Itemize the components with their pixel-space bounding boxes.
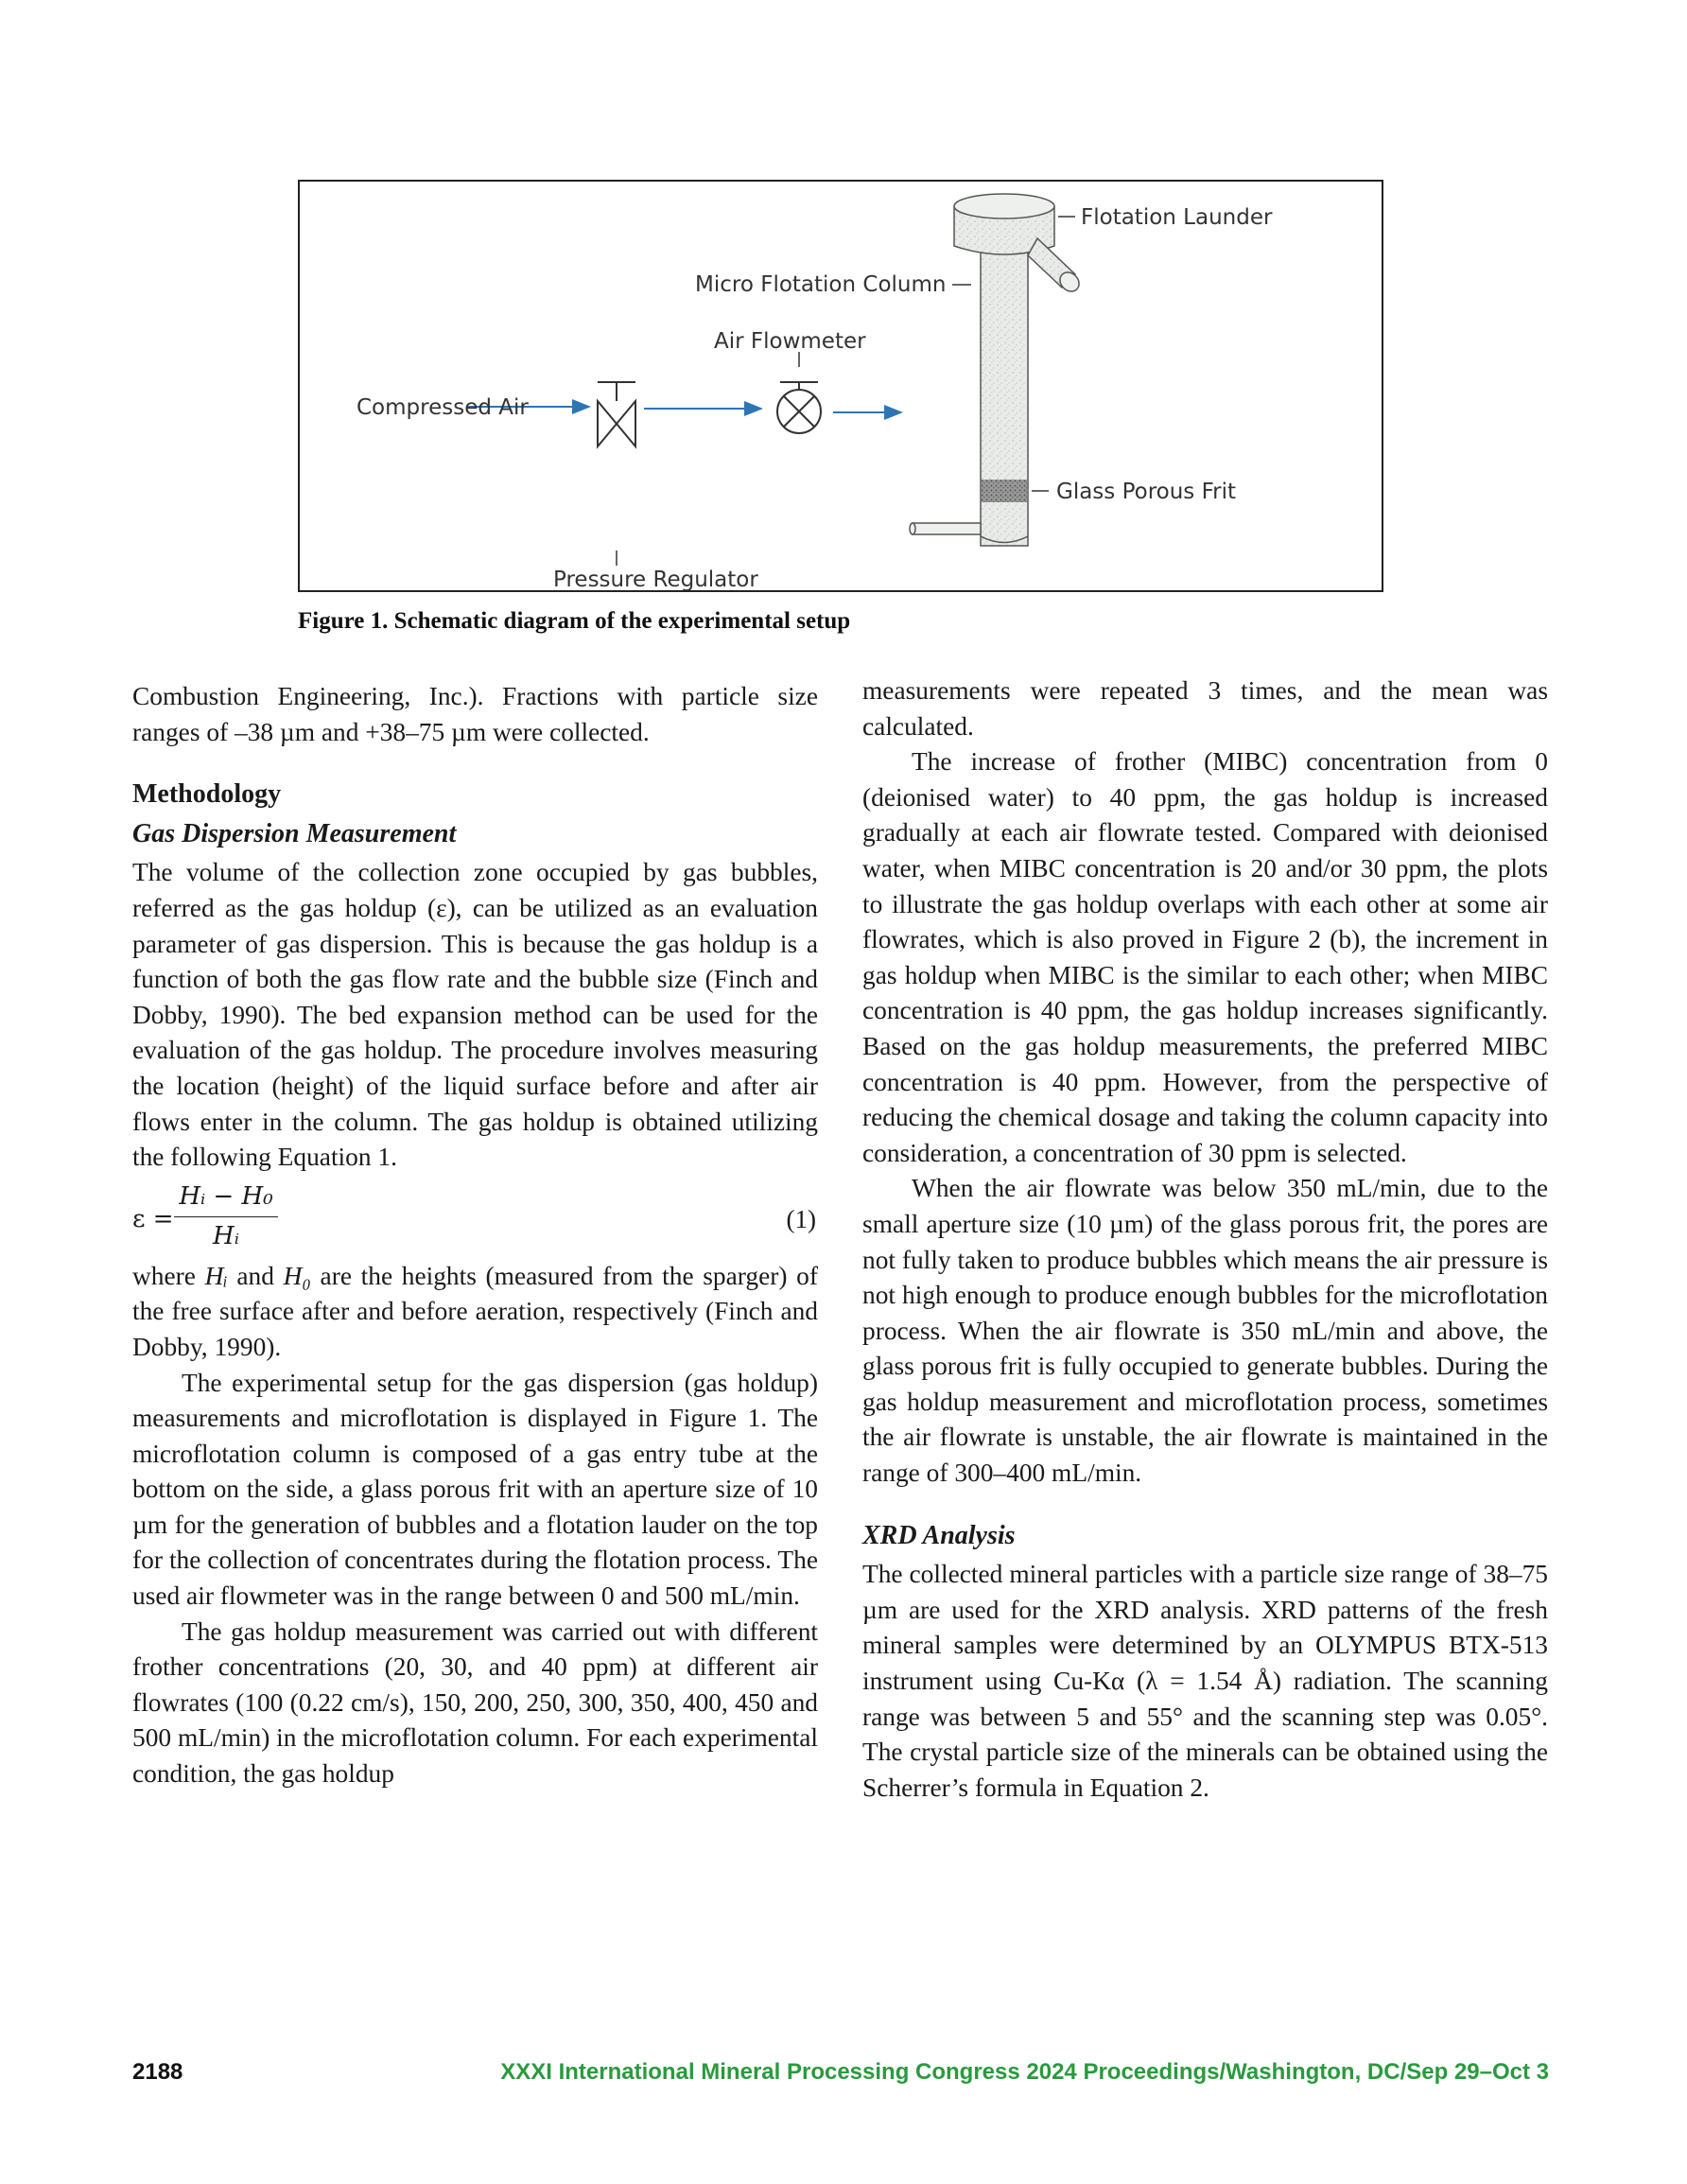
paragraph: When the air flowrate was below 350 mL/min, due to the small aperture size (10 µm) of the glass porous frit, the pores are not fully taken to produce bubbles which means the air pressure is not high enough to produce enough bubbles for the microflotation process. When the air flowrate is 350 mL/min and above, the glass porous frit is fully occupied to generate bubbles. During the gas holdup measurement and microflotation process, sometimes the air flowrate is unstable, the air flowrate is maintained in the range of 300–400 mL/min.: [862, 1174, 1548, 1488]
paragraph: The experimental setup for the gas dispersion (gas holdup) measurements and microflotation is displayed in Figure 1. The microflotation column is composed of a gas entry tube at the bottom on the side, a glass porous frit with an aperture size of 10 µm for the generation of bubbles and a flotation lauder on the top for the collection of concentrates during the flotation process. The used air flowmeter was in the range between 0 and 500 mL/min.: [132, 1368, 818, 1611]
equation-1: [132, 1179, 818, 1257]
paragraph: The collected mineral particles with a particle size range of 38–75 µm are used for the XRD analysis. XRD patterns of the fresh mineral samples were determined by an OLYMPUS BTX-513 instrument using Cu-Kα (λ = 1.54 Å) radiation. The scanning range was between 5 and 55° and the scanning step was 0.05°. The crystal particle size of the minerals can be obtained using the Scherrer’s formula in Equation 2.: [862, 1560, 1548, 1802]
where-prefix: where: [132, 1261, 196, 1290]
right-column: [862, 673, 1548, 1806]
running-footer: XXXI International Mineral Processing Congress 2024 Proceedings/Washington, DC/Sep 29–Oct 3: [500, 2059, 1549, 2085]
paragraph: The increase of frother (MIBC) concentration from 0 (deionised water) to 40 ppm, the gas holdup is increased gradually at each air flowrate tested. Compared with deionised water, when MIBC concentration is 20 and/or 30 ppm, the plots to illustrate the gas holdup overlaps with each other at some air flowrates, which is also proved in Figure 2 (b), the increment in gas holdup when MIBC is the similar to each other; when MIBC concentration is 40 ppm, the gas holdup increases significantly. Based on the gas holdup measurements, the preferred MIBC concentration is 40 ppm. However, from the perspective of reducing the chemical dosage and taking the column capacity into consideration, a concentration of 30 ppm is selected.: [862, 747, 1548, 1167]
left-column: [132, 679, 818, 1792]
equation-denominator: Hᵢ: [213, 1222, 239, 1251]
paragraph: The volume of the collection zone occupied by gas bubbles, referred as the gas holdup (ε), can be utilized as an evaluation parameter of gas dispersion. This is because the gas holdup is a function of both the gas flow rate and the bubble size (Finch and Dobby, 1990). The bed expansion method can be used for the evaluation of the gas holdup. The procedure involves measuring the location (height) of the liquid surface before and after air flows enter in the column. The gas holdup is obtained utilizing the following Equation 1.: [132, 858, 818, 1172]
where-and: and: [236, 1261, 274, 1290]
label-compressed-air: Compressed Air: [357, 395, 529, 420]
var-h0: H₀: [283, 1261, 311, 1290]
setup-schematic: [300, 182, 1382, 590]
figure-1-diagram: [298, 180, 1383, 592]
label-flotation-launder: Flotation Launder: [1081, 205, 1273, 230]
paragraph: The gas holdup measurement was carried out with different frother concentrations (20, 30, and 40 ppm) at different air flowrates (100 (0.22 cm/s), 150, 200, 250, 300, 350, 400, 450 and 500 mL/min) in the microflotation column. For each experimental condition, the gas holdup: [132, 1616, 818, 1789]
glass-porous-frit: [982, 480, 1027, 502]
paragraph: Combustion Engineering, Inc.). Fractions with particle size ranges of –38 µm and +38–75 µm were collected.: [132, 682, 818, 746]
equation-numerator: Hᵢ − H₀: [174, 1179, 278, 1218]
label-glass-porous-frit: Glass Porous Frit: [1056, 480, 1237, 504]
label-micro-flotation-column: Micro Flotation Column: [695, 272, 947, 297]
equation-fraction: [174, 1179, 278, 1255]
subsection-heading-gas-dispersion: Gas Dispersion Measurement: [132, 818, 457, 848]
air-flowmeter-icon: [777, 382, 821, 433]
equation-number: (1): [786, 1204, 816, 1233]
var-hi: Hᵢ: [204, 1261, 228, 1290]
spacer: [862, 1492, 1548, 1518]
gas-entry-tube-end: [910, 523, 915, 534]
subsection-heading-xrd: XRD Analysis: [862, 1520, 1016, 1550]
pressure-regulator-icon: [598, 382, 635, 446]
page-number: 2188: [132, 2059, 183, 2085]
label-pressure-regulator: Pressure Regulator: [553, 568, 758, 590]
label-air-flowmeter: Air Flowmeter: [714, 329, 866, 354]
gas-entry-tube: [913, 523, 981, 534]
paragraph: measurements were repeated 3 times, and the mean was calculated.: [862, 676, 1548, 741]
equation-lhs: ε =: [132, 1204, 174, 1233]
where-rest: are the heights (measured from the sparger) of the free surface after and before aeration, respectively (Finch and Dobby, 1990).: [132, 1261, 818, 1361]
figure-caption: Figure 1. Schematic diagram of the experimental setup: [298, 608, 851, 634]
paragraph-where: [132, 1259, 818, 1366]
section-heading-methodology: Methodology: [132, 779, 282, 810]
column-top-rim: [954, 194, 1054, 218]
